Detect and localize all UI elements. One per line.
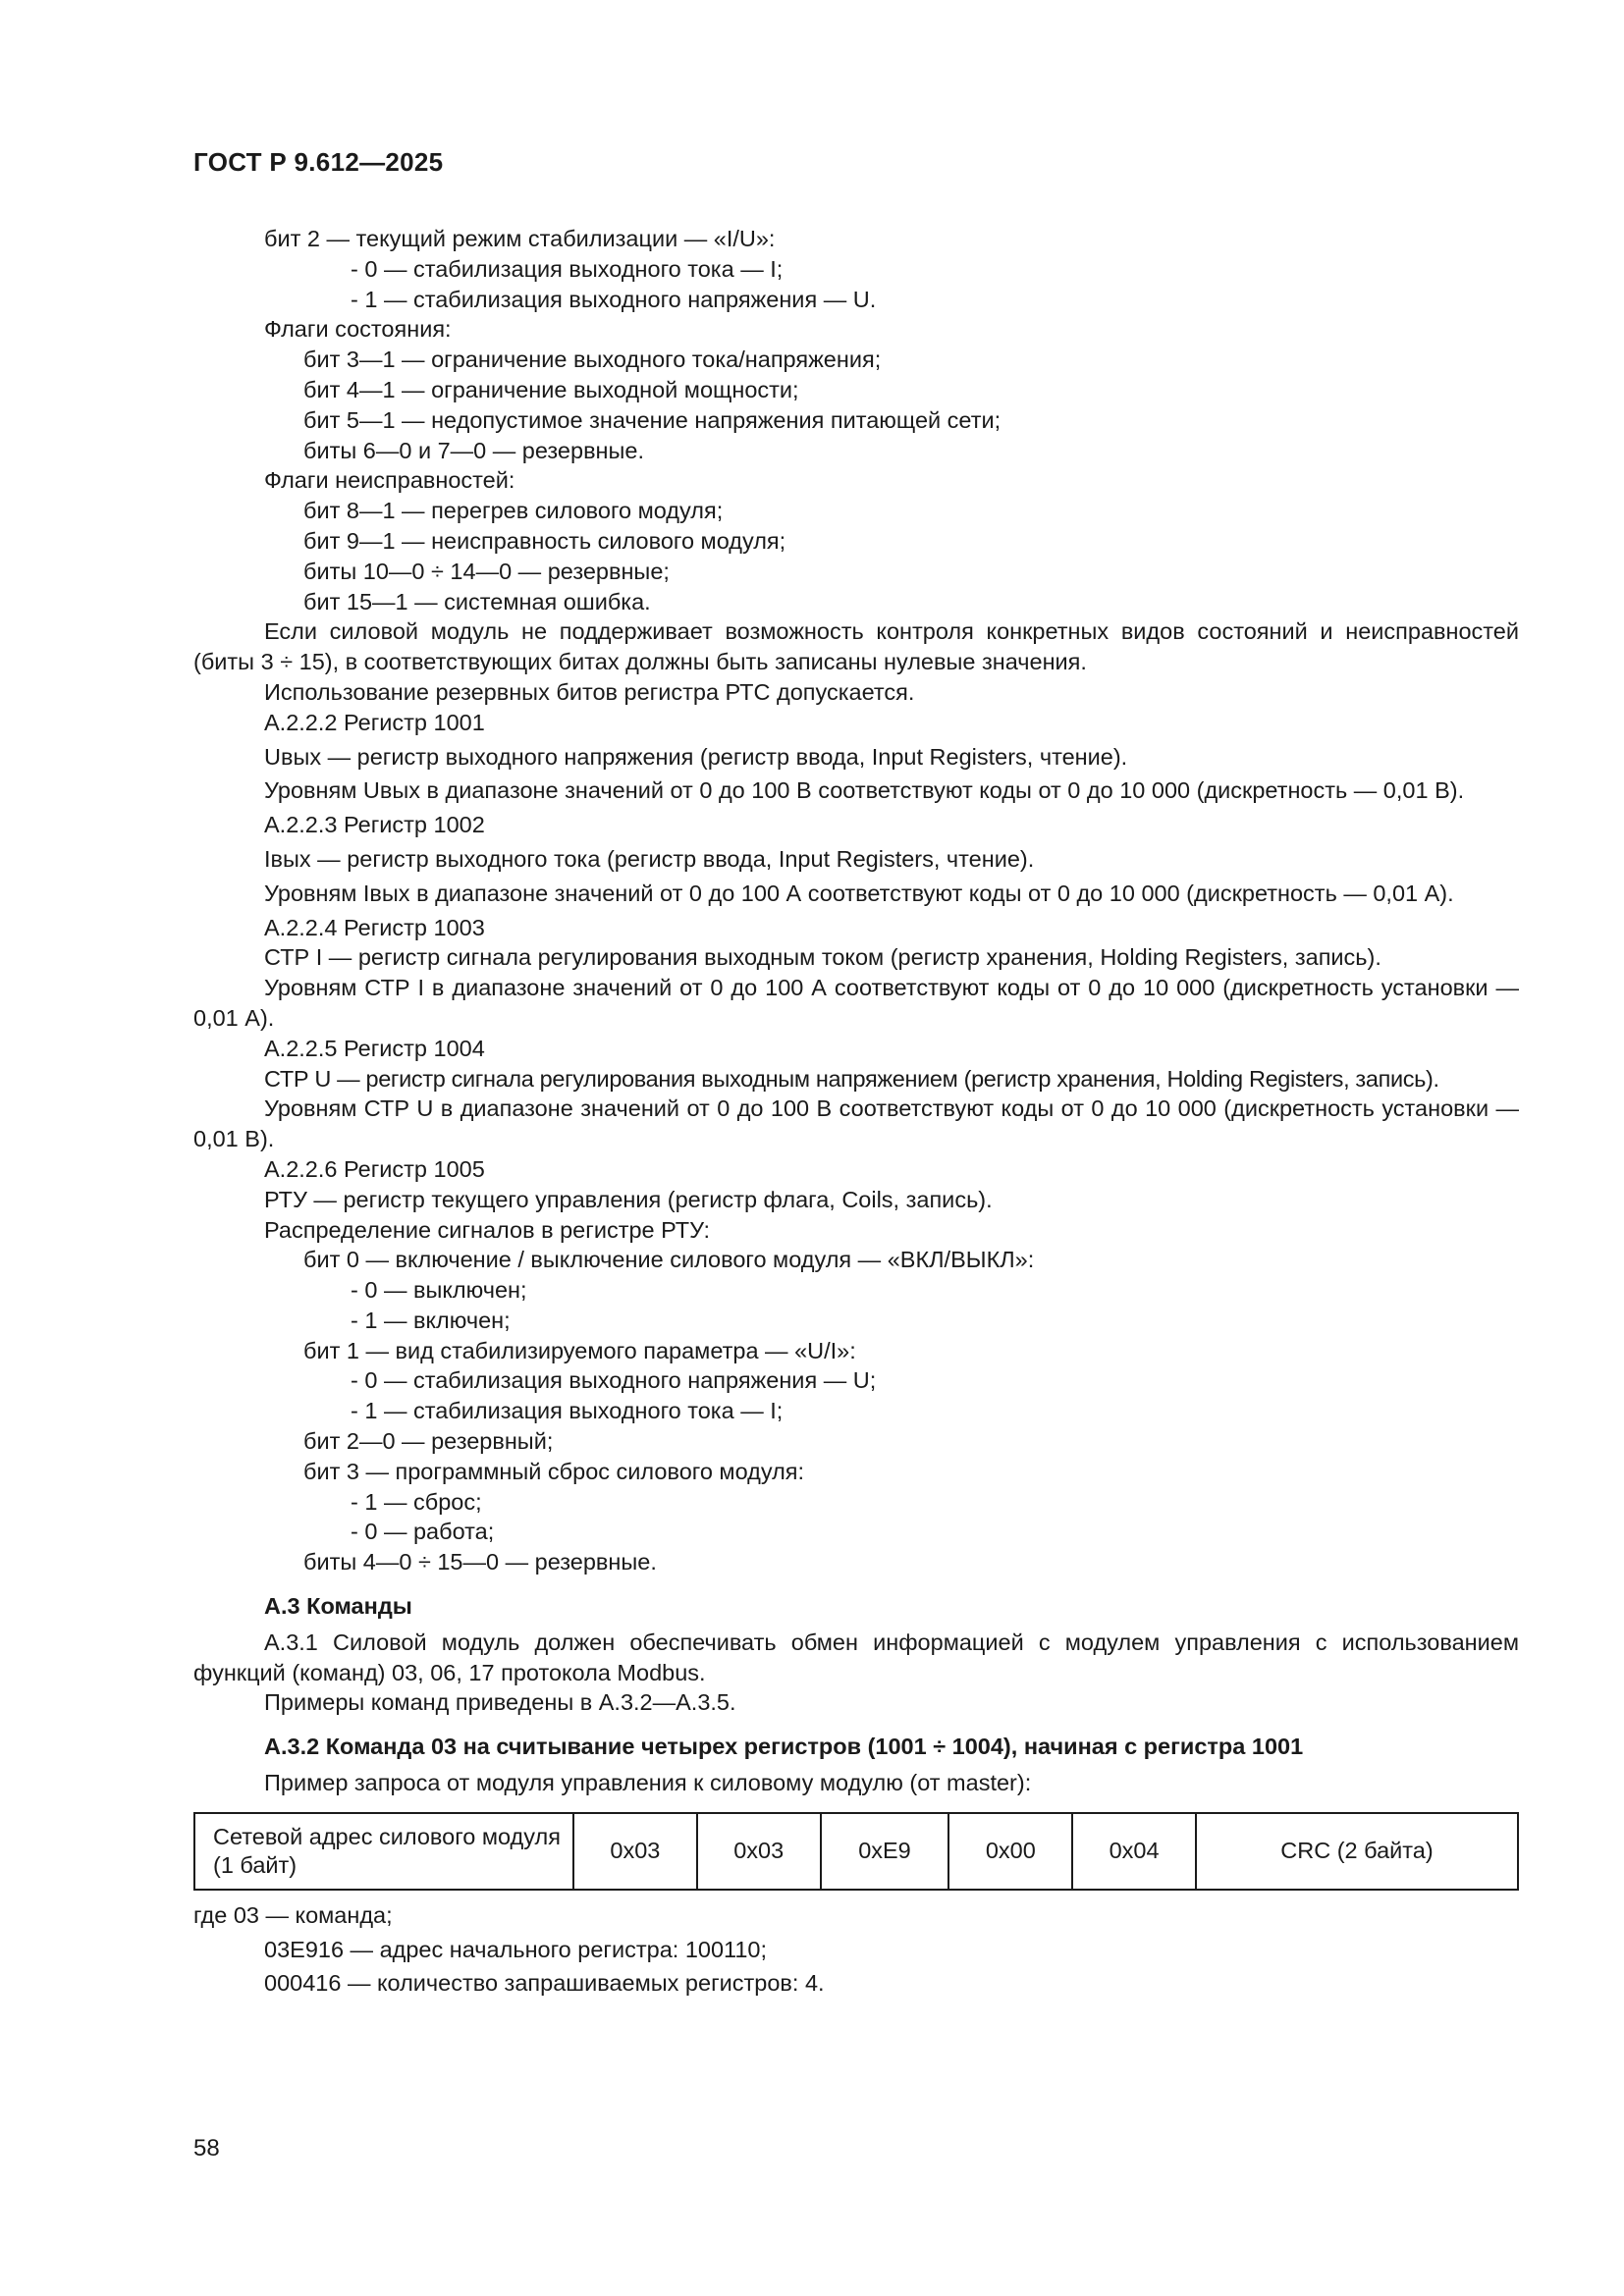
text-line: бит 4—1 — ограничение выходной мощности; xyxy=(303,376,799,402)
text-line: Пример запроса от модуля управления к силовому модулю (от master): xyxy=(264,1770,1032,1796)
text-line: Uвых — регистр выходного напряжения (регистр ввода, Input Registers, чтение). xyxy=(264,743,1128,770)
subsection-title: А.2.2.2 Регистр 1001 xyxy=(264,709,485,735)
table-cell: 0xE9 xyxy=(821,1813,949,1890)
text-line: бит 8—1 — перегрев силового модуля; xyxy=(303,498,724,524)
table-cell: CRC (2 байта) xyxy=(1196,1813,1518,1890)
text-line: РТУ — регистр текущего управления (регистр флага, Coils, запись). xyxy=(264,1186,993,1212)
table-cell: 0x04 xyxy=(1072,1813,1196,1890)
text-line: Распределение сигналов в регистре РТУ: xyxy=(264,1216,711,1243)
text-line: Флаги состояния: xyxy=(264,316,452,343)
table-cell: 0x03 xyxy=(573,1813,697,1890)
text-line: бит 9—1 — неисправность силового модуля; xyxy=(303,527,786,554)
text-line: Уровням Uвых в диапазоне значений от 0 до 100 В соответствуют коды от 0 до 10 000 (дискретность — 0,01 В). xyxy=(264,777,1465,804)
page-number: 58 xyxy=(193,2135,220,2162)
section-heading: А.3.2 Команда 03 на считывание четырех регистров (1001 ÷ 1004), начиная с регистра 1001 xyxy=(264,1734,1304,1760)
text-line: бит 2 — текущий режим стабилизации — «I/U»: xyxy=(264,226,776,251)
list-item: - 1 — сброс; xyxy=(351,1488,482,1515)
list-item: - 0 — выключен; xyxy=(351,1277,527,1304)
list-item: - 1 — стабилизация выходного тока — I; xyxy=(351,1398,784,1424)
text-line: Iвых — регистр выходного тока (регистр ввода, Input Registers, чтение). xyxy=(264,845,1035,872)
paragraph: Уровням СТР I в диапазоне значений от 0 до 100 А соответствуют коды от 0 до 10 000 (дискретность установки — 0,01 А). xyxy=(193,975,1519,1031)
table-cell: Сетевой адрес силового модуля (1 байт) xyxy=(194,1813,573,1890)
text-line: Примеры команд приведены в А.3.2—А.3.5. xyxy=(264,1689,736,1716)
text-line: где 03 — команда; xyxy=(193,1901,393,1928)
paragraph: Если силовой модуль не поддерживает возможность контроля конкретных видов состояний и неисправностей (биты 3 ÷ 15), в соответствующих битах должны быть записаны нулевые значения. xyxy=(193,618,1519,675)
text-line: СТР U — регистр сигнала регулирования выходным напряжением (регистр хранения, Holding Registers, запись). xyxy=(264,1065,1439,1092)
list-item: - 0 — стабилизация выходного тока — I; xyxy=(351,255,784,282)
paragraph: А.3.1 Силовой модуль должен обеспечивать обмен информацией с модулем управления с использованием функций (команд) 03, 06, 17 протокола Modbus. xyxy=(193,1629,1519,1685)
table-cell: 0x03 xyxy=(697,1813,821,1890)
text-line: Флаги неисправностей: xyxy=(264,467,515,494)
subsection-title: А.2.2.3 Регистр 1002 xyxy=(264,812,485,838)
text-line: бит 1 — вид стабилизируемого параметра — «U/I»: xyxy=(303,1337,856,1363)
text-line: Использование резервных битов регистра РТС допускается. xyxy=(264,678,915,705)
text-line: Уровням Iвых в диапазоне значений от 0 до 100 А соответствуют коды от 0 до 10 000 (дискретность — 0,01 А). xyxy=(264,880,1454,906)
subsection-title: А.2.2.6 Регистр 1005 xyxy=(264,1155,485,1182)
list-item: - 1 — стабилизация выходного напряжения — U. xyxy=(351,286,877,312)
text-line: СТР I — регистр сигнала регулирования выходным током (регистр хранения, Holding Registers, запись). xyxy=(264,944,1381,971)
text-line: бит 15—1 — системная ошибка. xyxy=(303,588,651,614)
text-line: бит 3—1 — ограничение выходного тока/напряжения; xyxy=(303,347,882,373)
document-code: ГОСТ Р 9.612—2025 xyxy=(193,147,444,177)
subsection-title: А.2.2.4 Регистр 1003 xyxy=(264,914,485,940)
list-item: - 1 — включен; xyxy=(351,1307,511,1333)
paragraph: Уровням СТР U в диапазоне значений от 0 до 100 В соответствуют коды от 0 до 10 000 (дискретность установки — 0,01 В). xyxy=(193,1095,1519,1152)
table-row xyxy=(194,1813,1518,1890)
text-line: 000416 — количество запрашиваемых регистров: 4. xyxy=(264,1970,825,1997)
text-line: бит 5—1 — недопустимое значение напряжения питающей сети; xyxy=(303,406,1001,433)
text-line: биты 4—0 ÷ 15—0 — резервные. xyxy=(303,1549,657,1575)
subsection-title: А.2.2.5 Регистр 1004 xyxy=(264,1035,485,1061)
list-item: - 0 — работа; xyxy=(351,1519,495,1545)
text-line: биты 10—0 ÷ 14—0 — резервные; xyxy=(303,558,670,584)
text-line: бит 2—0 — резервный; xyxy=(303,1428,554,1455)
text-line: бит 3 — программный сброс силового модуля: xyxy=(303,1458,805,1484)
text-line: 03E916 — адрес начального регистра: 100110; xyxy=(264,1936,768,1962)
text-line: биты 6—0 и 7—0 — резервные. xyxy=(303,437,645,463)
list-item: - 0 — стабилизация выходного напряжения — U; xyxy=(351,1367,877,1394)
table-cell: 0x00 xyxy=(948,1813,1072,1890)
section-heading: А.3 Команды xyxy=(264,1593,412,1620)
text-line: бит 0 — включение / выключение силового модуля — «ВКЛ/ВЫКЛ»: xyxy=(303,1247,1035,1273)
command-table xyxy=(193,1812,1519,1891)
page-body xyxy=(193,224,1519,1999)
